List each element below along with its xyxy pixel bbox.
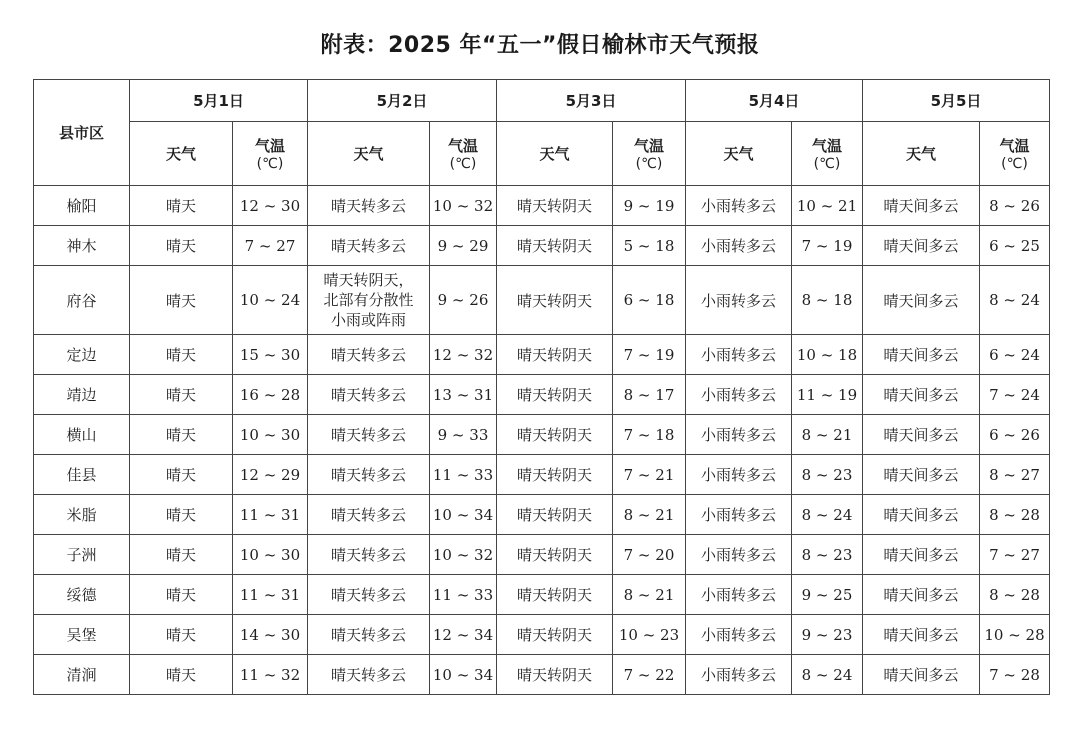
temperature-unit: (℃): [635, 156, 663, 172]
temperature-column-header: [233, 122, 308, 186]
header-row-dates: [34, 80, 1050, 122]
temperature-cell: 10 ~ 32: [430, 186, 497, 226]
temperature-cell: 7 ~ 27: [233, 226, 308, 266]
temperature-cell: 8 ~ 24: [792, 495, 863, 535]
temperature-cell: 6 ~ 24: [980, 335, 1050, 375]
date-header: 5月4日: [686, 80, 863, 122]
temperature-cell: 7 ~ 22: [613, 655, 686, 695]
weather-cell: 晴天: [130, 575, 233, 615]
weather-cell: 晴天: [130, 615, 233, 655]
weather-cell: [308, 266, 430, 335]
temperature-cell: 9 ~ 19: [613, 186, 686, 226]
weather-cell: 晴天转阴天: [497, 495, 613, 535]
weather-cell: 晴天转阴天: [497, 535, 613, 575]
table-row: [34, 495, 1050, 535]
header-row-fields: [34, 122, 1050, 186]
temperature-cell: 8 ~ 28: [980, 575, 1050, 615]
temperature-cell: 10 ~ 24: [233, 266, 308, 335]
temperature-cell: 8 ~ 24: [792, 655, 863, 695]
weather-column-header: 天气: [497, 122, 613, 186]
weather-column-header: 天气: [863, 122, 980, 186]
county-name: 米脂: [34, 495, 130, 535]
county-name: 靖边: [34, 375, 130, 415]
temperature-cell: 10 ~ 21: [792, 186, 863, 226]
temperature-cell: 10 ~ 34: [430, 655, 497, 695]
temperature-cell: 9 ~ 25: [792, 575, 863, 615]
temperature-cell: 8 ~ 17: [613, 375, 686, 415]
table-row: [34, 535, 1050, 575]
temperature-cell: 8 ~ 23: [792, 455, 863, 495]
weather-cell: 晴天间多云: [863, 266, 980, 335]
temperature-cell: 11 ~ 33: [430, 575, 497, 615]
table-row: [34, 655, 1050, 695]
weather-cell: 晴天转阴天: [497, 655, 613, 695]
weather-cell: 小雨转多云: [686, 655, 792, 695]
temperature-cell: 10 ~ 30: [233, 415, 308, 455]
table-row: [34, 375, 1050, 415]
temperature-cell: 10 ~ 18: [792, 335, 863, 375]
table-row: [34, 575, 1050, 615]
temperature-cell: 14 ~ 30: [233, 615, 308, 655]
weather-cell: 小雨转多云: [686, 335, 792, 375]
temperature-cell: 5 ~ 18: [613, 226, 686, 266]
temperature-cell: 10 ~ 32: [430, 535, 497, 575]
weather-cell: 晴天: [130, 535, 233, 575]
temperature-cell: 8 ~ 23: [792, 535, 863, 575]
county-name: 定边: [34, 335, 130, 375]
temperature-label: 气温: [811, 137, 842, 155]
weather-cell: 晴天转阴天: [497, 226, 613, 266]
temperature-unit: (℃): [449, 156, 477, 172]
temperature-cell: 7 ~ 19: [613, 335, 686, 375]
temperature-cell: 8 ~ 21: [613, 495, 686, 535]
weather-cell: 小雨转多云: [686, 495, 792, 535]
temperature-cell: 11 ~ 33: [430, 455, 497, 495]
weather-cell: 晴天: [130, 226, 233, 266]
weather-cell: 晴天间多云: [863, 375, 980, 415]
weather-cell: 小雨转多云: [686, 375, 792, 415]
temperature-cell: 11 ~ 19: [792, 375, 863, 415]
weather-column-header: 天气: [686, 122, 792, 186]
date-header: 5月2日: [308, 80, 497, 122]
page-title: 附表：2025 年“五一”假日榆林市天气预报: [320, 33, 760, 58]
weather-cell: 晴天转多云: [308, 615, 430, 655]
weather-cell: 晴天转多云: [308, 375, 430, 415]
county-name: 清涧: [34, 655, 130, 695]
weather-cell: 晴天: [130, 655, 233, 695]
temperature-cell: 12 ~ 34: [430, 615, 497, 655]
weather-cell: 小雨转多云: [686, 575, 792, 615]
county-name: 子洲: [34, 535, 130, 575]
table-row: [34, 615, 1050, 655]
weather-cell: 晴天转阴天: [497, 615, 613, 655]
weather-cell: 晴天转阴天: [497, 455, 613, 495]
county-name: 绥德: [34, 575, 130, 615]
weather-cell: 晴天转多云: [308, 226, 430, 266]
temperature-cell: 10 ~ 23: [613, 615, 686, 655]
weather-text-line: 晴天转阴天，: [323, 271, 414, 289]
weather-cell: 晴天转阴天: [497, 415, 613, 455]
temperature-cell: 10 ~ 30: [233, 535, 308, 575]
weather-text-line: 小雨或阵雨: [330, 311, 406, 329]
temperature-cell: 11 ~ 31: [233, 575, 308, 615]
weather-cell: 晴天转多云: [308, 186, 430, 226]
table-body: [34, 186, 1050, 695]
weather-cell: 晴天转多云: [308, 455, 430, 495]
temperature-cell: 12 ~ 29: [233, 455, 308, 495]
table-row: [34, 415, 1050, 455]
weather-cell: 晴天: [130, 415, 233, 455]
county-name: 榆阳: [34, 186, 130, 226]
temperature-cell: 8 ~ 21: [792, 415, 863, 455]
weather-cell: 晴天间多云: [863, 655, 980, 695]
temperature-column-header: [613, 122, 686, 186]
temperature-cell: 11 ~ 32: [233, 655, 308, 695]
date-header: 5月5日: [863, 80, 1050, 122]
temperature-cell: 8 ~ 27: [980, 455, 1050, 495]
temperature-cell: 9 ~ 33: [430, 415, 497, 455]
temperature-cell: 7 ~ 21: [613, 455, 686, 495]
weather-cell: 小雨转多云: [686, 226, 792, 266]
temperature-label: 气温: [999, 137, 1030, 155]
weather-text-line: 北部有分散性: [323, 291, 414, 309]
weather-cell: 晴天转阴天: [497, 335, 613, 375]
temperature-column-header: [980, 122, 1050, 186]
temperature-cell: 6 ~ 18: [613, 266, 686, 335]
temperature-cell: 8 ~ 24: [980, 266, 1050, 335]
weather-cell: 晴天转多云: [308, 575, 430, 615]
weather-cell: 晴天: [130, 455, 233, 495]
table-row: [34, 455, 1050, 495]
temperature-cell: 6 ~ 25: [980, 226, 1050, 266]
weather-cell: 晴天转阴天: [497, 375, 613, 415]
weather-cell: 小雨转多云: [686, 186, 792, 226]
weather-cell: 晴天: [130, 266, 233, 335]
weather-cell: 晴天: [130, 335, 233, 375]
weather-cell: 晴天间多云: [863, 415, 980, 455]
temperature-cell: 12 ~ 32: [430, 335, 497, 375]
county-name: 神木: [34, 226, 130, 266]
temperature-cell: 9 ~ 29: [430, 226, 497, 266]
temperature-cell: 7 ~ 18: [613, 415, 686, 455]
temperature-cell: 7 ~ 20: [613, 535, 686, 575]
weather-cell: 晴天转阴天: [497, 186, 613, 226]
weather-cell: 晴天: [130, 495, 233, 535]
weather-cell: 小雨转多云: [686, 266, 792, 335]
temperature-cell: 11 ~ 31: [233, 495, 308, 535]
weather-cell: 晴天转多云: [308, 335, 430, 375]
weather-cell: 晴天间多云: [863, 575, 980, 615]
county-header: 县市区: [34, 80, 130, 186]
temperature-cell: 13 ~ 31: [430, 375, 497, 415]
county-name: 府谷: [34, 266, 130, 335]
county-name: 佳县: [34, 455, 130, 495]
temperature-cell: 16 ~ 28: [233, 375, 308, 415]
weather-cell: 小雨转多云: [686, 535, 792, 575]
weather-forecast-table: [33, 79, 1050, 695]
weather-cell: 晴天间多云: [863, 335, 980, 375]
temperature-cell: 6 ~ 26: [980, 415, 1050, 455]
weather-cell: 晴天转阴天: [497, 575, 613, 615]
weather-cell: 晴天转多云: [308, 495, 430, 535]
temperature-column-header: [792, 122, 863, 186]
weather-cell: 晴天: [130, 186, 233, 226]
weather-cell: 晴天间多云: [863, 615, 980, 655]
temperature-cell: 9 ~ 23: [792, 615, 863, 655]
temperature-label: 气温: [633, 137, 664, 155]
temperature-cell: 8 ~ 28: [980, 495, 1050, 535]
weather-cell: 晴天转阴天: [497, 266, 613, 335]
table-row: [34, 226, 1050, 266]
date-header: 5月1日: [130, 80, 308, 122]
temperature-cell: 7 ~ 24: [980, 375, 1050, 415]
county-name: 吴堡: [34, 615, 130, 655]
temperature-unit: (℃): [1001, 156, 1028, 172]
county-name: 横山: [34, 415, 130, 455]
weather-cell: 晴天转多云: [308, 655, 430, 695]
temperature-cell: 7 ~ 28: [980, 655, 1050, 695]
temperature-unit: (℃): [256, 156, 284, 172]
weather-cell: 晴天间多云: [863, 186, 980, 226]
temperature-cell: 12 ~ 30: [233, 186, 308, 226]
weather-cell: 晴天转多云: [308, 535, 430, 575]
weather-cell: 小雨转多云: [686, 615, 792, 655]
temperature-label: 气温: [447, 137, 478, 155]
weather-cell: 晴天间多云: [863, 495, 980, 535]
table-row: [34, 335, 1050, 375]
date-header: 5月3日: [497, 80, 686, 122]
weather-cell: 晴天间多云: [863, 535, 980, 575]
temperature-cell: 10 ~ 28: [980, 615, 1050, 655]
weather-cell: 小雨转多云: [686, 415, 792, 455]
weather-cell: 晴天间多云: [863, 226, 980, 266]
temperature-cell: 7 ~ 19: [792, 226, 863, 266]
weather-column-header: 天气: [308, 122, 430, 186]
temperature-cell: 8 ~ 26: [980, 186, 1050, 226]
temperature-cell: 10 ~ 34: [430, 495, 497, 535]
table-row: [34, 266, 1050, 335]
weather-cell: 晴天间多云: [863, 455, 980, 495]
temperature-cell: 7 ~ 27: [980, 535, 1050, 575]
table-row: [34, 186, 1050, 226]
temperature-column-header: [430, 122, 497, 186]
weather-column-header: 天气: [130, 122, 233, 186]
temperature-cell: 8 ~ 21: [613, 575, 686, 615]
temperature-cell: 8 ~ 18: [792, 266, 863, 335]
temperature-cell: 15 ~ 30: [233, 335, 308, 375]
weather-cell: 晴天转多云: [308, 415, 430, 455]
weather-cell: 晴天: [130, 375, 233, 415]
temperature-unit: (℃): [813, 156, 841, 172]
weather-cell: 小雨转多云: [686, 455, 792, 495]
temperature-cell: 9 ~ 26: [430, 266, 497, 335]
temperature-label: 气温: [254, 137, 285, 155]
